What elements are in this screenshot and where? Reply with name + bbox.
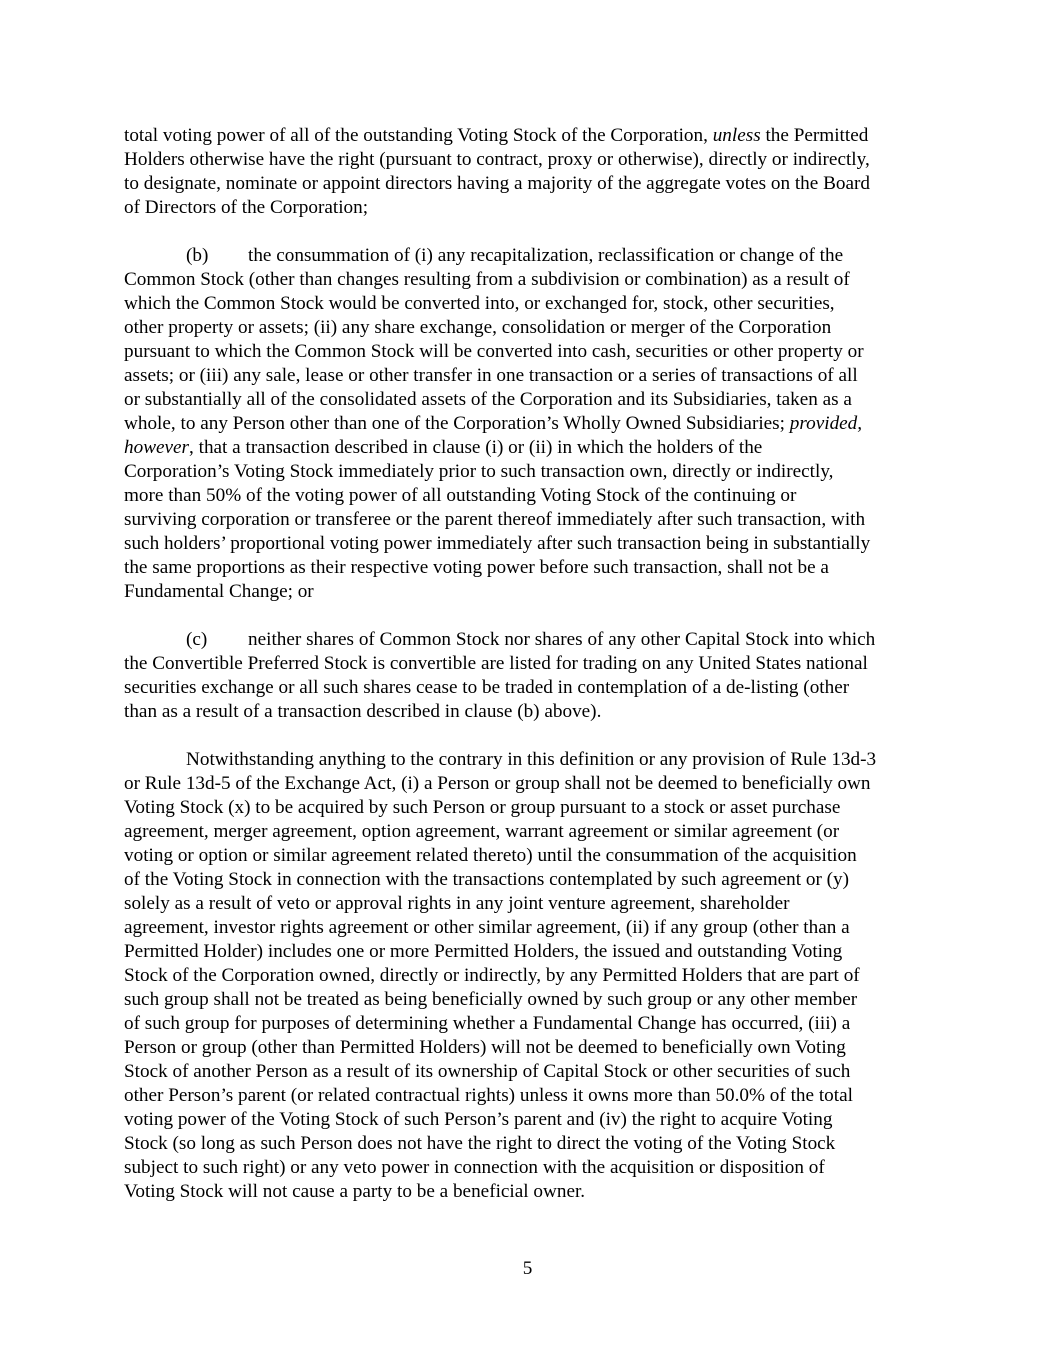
text-line: solely as a result of veto or approval rights in any joint venture agreement, shareholder bbox=[124, 893, 790, 914]
italic-term: provided, bbox=[789, 413, 863, 434]
paragraph-b bbox=[124, 244, 934, 604]
clause-label: (c) bbox=[186, 629, 208, 650]
text-line: of Directors of the Corporation; bbox=[124, 197, 369, 218]
text-line: Voting Stock (x) to be acquired by such Person or group pursuant to a stock or asset purchase bbox=[124, 797, 841, 818]
text-line: of the Voting Stock in connection with the transactions contemplated by such agreement or (y) bbox=[124, 869, 850, 890]
text-line: assets; or (iii) any sale, lease or other transfer in one transaction or a series of transactions of all bbox=[124, 365, 858, 386]
text-line: Person or group (other than Permitted Holders) will not be deemed to beneficially own Voting bbox=[124, 1037, 846, 1058]
text-line: the Convertible Preferred Stock is convertible are listed for trading on any United States national bbox=[124, 653, 868, 674]
text-line: subject to such right) or any veto power in connection with the acquisition or disposition of bbox=[124, 1157, 825, 1178]
text-line: pursuant to which the Common Stock will be converted into cash, securities or other property or bbox=[124, 341, 864, 362]
text-line: or substantially all of the consolidated assets of the Corporation and its Subsidiaries, taken as a bbox=[124, 389, 852, 410]
text-line: Voting Stock will not cause a party to be a beneficial owner. bbox=[124, 1181, 586, 1202]
text-line: agreement, investor rights agreement or other similar agreement, (ii) if any group (other than a bbox=[124, 917, 850, 938]
paragraph-notwithstanding bbox=[124, 748, 934, 1204]
text-line: other property or assets; (ii) any share exchange, consolidation or merger of the Corporation bbox=[124, 317, 832, 338]
text-line: such group shall not be treated as being beneficially owned by such group or any other member bbox=[124, 989, 858, 1010]
text-line: of such group for purposes of determining whether a Fundamental Change has occurred, (iii) a bbox=[124, 1013, 851, 1034]
text-line: such holders’ proportional voting power immediately after such transaction being in substantially bbox=[124, 533, 871, 554]
text-line: however, that a transaction described in clause (i) or (ii) in which the holders of the bbox=[124, 437, 763, 458]
text-line: Stock of another Person as a result of its ownership of Capital Stock or other securities of such bbox=[124, 1061, 851, 1082]
document-page bbox=[124, 124, 934, 1228]
text-line: which the Common Stock would be converted into, or exchanged for, stock, other securities, bbox=[124, 293, 835, 314]
text-line: Common Stock (other than changes resulting from a subdivision or combination) as a result of bbox=[124, 269, 850, 290]
text-line: Stock of the Corporation owned, directly or indirectly, by any Permitted Holders that are part of bbox=[124, 965, 860, 986]
text-line: agreement, merger agreement, option agreement, warrant agreement or similar agreement (or bbox=[124, 821, 840, 842]
text-line: the same proportions as their respective voting power before such transaction, shall not be a bbox=[124, 557, 829, 578]
italic-term: however bbox=[124, 437, 190, 458]
text-line: (c) neither shares of Common Stock nor shares of any other Capital Stock into which bbox=[186, 629, 876, 650]
clause-label: (b) bbox=[186, 245, 209, 266]
text-line: other Person’s parent (or related contractual rights) unless it owns more than 50.0% of the total bbox=[124, 1085, 853, 1106]
text-line: Holders otherwise have the right (pursuant to contract, proxy or otherwise), directly or indirectly, bbox=[124, 149, 870, 170]
text-line: Notwithstanding anything to the contrary in this definition or any provision of Rule 13d-3 bbox=[186, 749, 877, 770]
text-line: voting or option or similar agreement related thereto) until the consummation of the acquisition bbox=[124, 845, 857, 866]
paragraph-c bbox=[124, 628, 934, 724]
text-line: surviving corporation or transferee or the parent thereof immediately after such transaction, with bbox=[124, 509, 866, 530]
text-line: securities exchange or all such shares cease to be traded in contemplation of a de-listing (other bbox=[124, 677, 850, 698]
text-line: (b) the consummation of (i) any recapitalization, reclassification or change of the bbox=[186, 245, 844, 266]
text-line: or Rule 13d-5 of the Exchange Act, (i) a Person or group shall not be deemed to beneficially own bbox=[124, 773, 871, 794]
text-line: whole, to any Person other than one of the Corporation’s Wholly Owned Subsidiaries; provided, bbox=[124, 413, 863, 434]
text-line: Permitted Holder) includes one or more Permitted Holders, the issued and outstanding Voting bbox=[124, 941, 843, 962]
paragraph-a-continuation bbox=[124, 124, 934, 220]
text-line: than as a result of a transaction described in clause (b) above). bbox=[124, 701, 602, 722]
text-line: voting power of the Voting Stock of such Person’s parent and (iv) the right to acquire Voting bbox=[124, 1109, 833, 1130]
text-line: to designate, nominate or appoint directors having a majority of the aggregate votes on the Board bbox=[124, 173, 870, 194]
text-line: Fundamental Change; or bbox=[124, 581, 314, 602]
text-line: more than 50% of the voting power of all outstanding Voting Stock of the continuing or bbox=[124, 485, 797, 506]
page-number: 5 bbox=[522, 1258, 533, 1279]
text-line: Corporation’s Voting Stock immediately prior to such transaction own, directly or indirectly, bbox=[124, 461, 834, 482]
text-line: Stock (so long as such Person does not have the right to direct the voting of the Voting Stock bbox=[124, 1133, 836, 1154]
italic-term: unless bbox=[712, 125, 761, 146]
text-line: total voting power of all of the outstanding Voting Stock of the Corporation, unless the Permitted bbox=[124, 125, 869, 146]
